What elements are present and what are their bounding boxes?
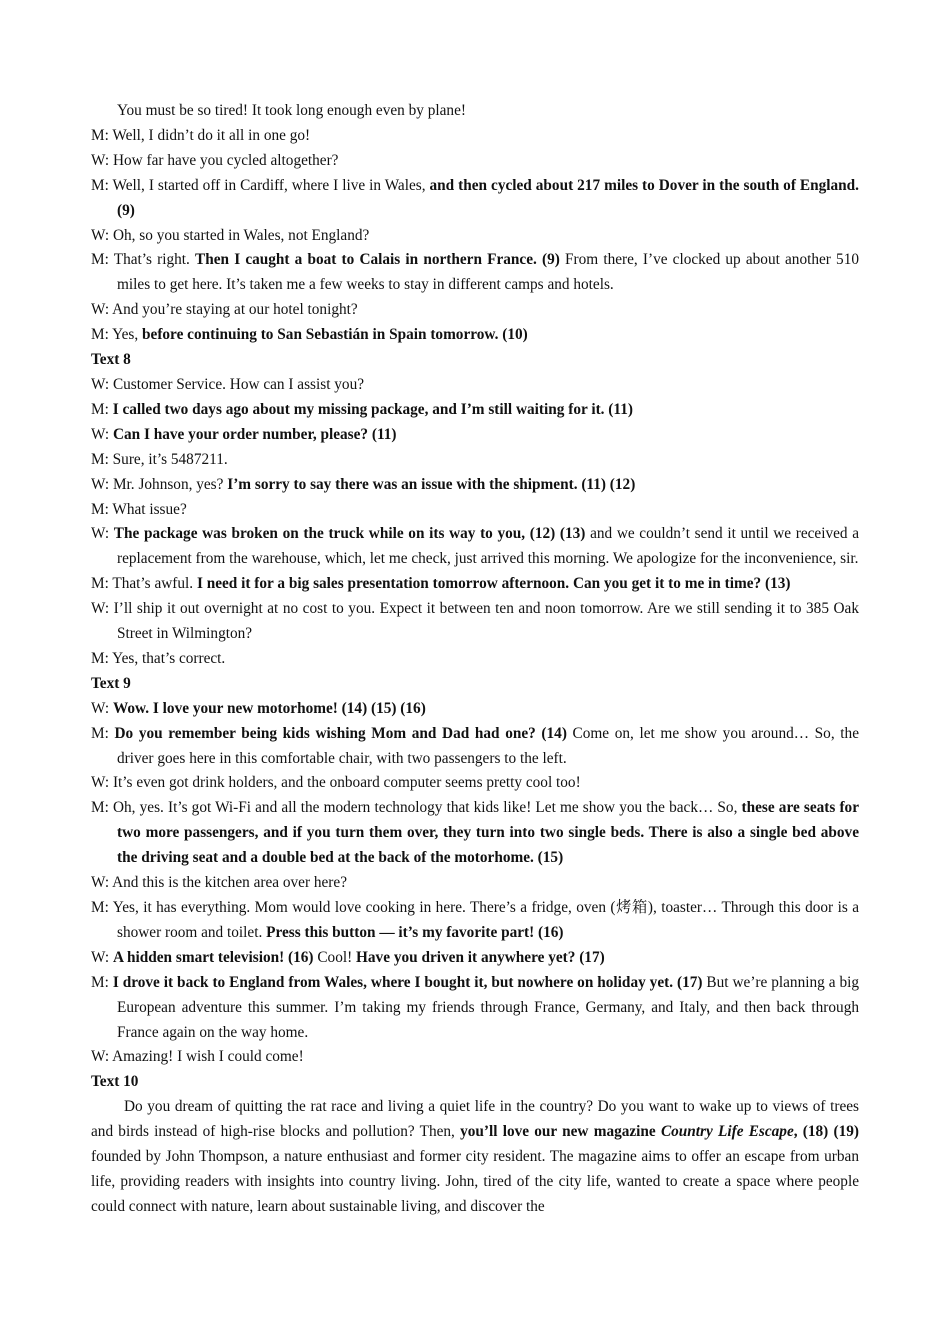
- dialogue-line: [91, 896, 859, 946]
- text-run: W: Customer Service. How can I assist you?: [91, 375, 365, 393]
- dialogue-line: [91, 323, 859, 348]
- dialogue-line: [91, 124, 859, 149]
- transcript-body: [91, 99, 859, 1220]
- text-run: You must be so tired! It took long enough even by plane!: [117, 102, 466, 119]
- text-run: W: How far have you cycled altogether?: [91, 151, 339, 169]
- dialogue-line: [91, 373, 859, 398]
- dialogue-line: [91, 248, 859, 298]
- dialogue-line: [91, 298, 859, 323]
- text-run: M: Well, I started off in Cardiff, where I live in Wales,: [91, 176, 430, 194]
- dialogue-line: [91, 498, 859, 523]
- bold-run: and then cycled about 217 miles to Dover in the south of England. (9): [117, 176, 859, 219]
- dialogue-line: [91, 174, 859, 224]
- text-run: W: And this is the kitchen area over here?: [91, 874, 347, 892]
- bold-run: I called two days ago about my missing package, and I’m still waiting for it. (11): [112, 400, 633, 418]
- dialogue-line: [91, 796, 859, 871]
- dialogue-line: [91, 224, 859, 249]
- bold-run: A hidden smart television! (16): [112, 948, 314, 966]
- dialogue-line: [91, 946, 859, 971]
- dialogue-line: [91, 149, 859, 174]
- bold-run: before continuing to San Sebastián in Spain tomorrow. (10): [142, 326, 528, 344]
- dialogue-line: [91, 522, 859, 572]
- text-run: W:: [91, 525, 114, 543]
- text-run: W: Oh, so you started in Wales, not England?: [91, 226, 370, 244]
- text-run: W: And you’re staying at our hotel tonight?: [91, 301, 358, 319]
- text-run: W: Amazing! I wish I could come!: [91, 1048, 304, 1066]
- dialogue-line-continued: [91, 99, 859, 124]
- text-run: W:: [91, 699, 113, 717]
- text-run: W: It’s even got drink holders, and the onboard computer seems pretty cool too!: [91, 774, 581, 792]
- text-run: M:: [91, 400, 113, 418]
- text-run: M: Well, I didn’t do it all in one go!: [91, 126, 311, 144]
- text-run: Do you dream of quitting the rat race and living a quiet life in the country? Do you want to wake up to views of trees and birds instead of high-rise blocks and pollution? Then,: [91, 1098, 859, 1141]
- text-run: M: Yes, that’s correct.: [91, 649, 226, 667]
- monologue-paragraph: [91, 1095, 859, 1220]
- dialogue-line: [91, 697, 859, 722]
- section-heading-text-10: Text 10: [91, 1073, 139, 1091]
- text-run: M: What issue?: [91, 500, 187, 518]
- section-heading-text-9: Text 9: [91, 674, 131, 692]
- bold-run: I drove it back to England from Wales, where I bought it, but nowhere on holiday yet. (17): [112, 973, 703, 991]
- bold-run: I’m sorry to say there was an issue with the shipment. (11) (12): [227, 475, 636, 493]
- dialogue-line: [91, 597, 859, 647]
- dialogue-line: [91, 473, 859, 498]
- text-run: W: Mr. Johnson, yes?: [91, 475, 228, 493]
- text-run: M: Yes,: [91, 326, 143, 344]
- bold-run: these are seats for two more passengers, and if you turn them over, they turn into two single beds. There is also a single bed above the driving seat and a double bed at the back of the motorhome. (15): [117, 799, 859, 867]
- bold-run: Can I have your order number, please? (11): [112, 425, 397, 443]
- text-run: W: I’ll ship it out overnight at no cost to you. Expect it between ten and noon tomorrow. Are we still sending it to 385 Oak Street in Wilmington?: [91, 600, 859, 643]
- text-run: M:: [91, 973, 113, 991]
- bold-run: Do you remember being kids wishing Mom and Dad had one? (14): [114, 724, 567, 742]
- text-run: M: Yes, it has everything. Mom would love cooking in here. There’s a fridge, oven (烤箱), toaster… Through this door is a shower room and toilet.: [91, 899, 859, 941]
- bold-run: Country Life Escape: [660, 1123, 794, 1141]
- text-run: M: That’s awful.: [91, 575, 197, 593]
- text-run: W:: [91, 948, 113, 966]
- bold-run: Wow. I love your new motorhome! (14) (15) (16): [112, 699, 426, 717]
- text-run: founded by John Thompson, a nature enthusiast and former city resident. The magazine aims to offer an escape from urban life, providing readers with insights into country living. John, tired of the city life, wanted to create a space where people could connect with nature, learn about sustainable living, and discover the: [91, 1148, 859, 1215]
- text-run: M:: [91, 724, 115, 742]
- text-run: M: Sure, it’s 5487211.: [91, 450, 228, 468]
- bold-run: Have you driven it anywhere yet? (17): [356, 948, 605, 966]
- text-run: and we couldn’t send it until we received a replacement from the warehouse, which, let me check, just arrived this morning. We apologize for the inconvenience, sir.: [117, 525, 859, 568]
- text-run: Come on, let me show you around… So, the driver goes here in this comfortable chair, with two passengers to the left.: [117, 724, 859, 767]
- text-run: From there, I’ve clocked up about another 510 miles to get here. It’s taken me a few weeks to stay in different camps and hotels.: [117, 251, 859, 294]
- dialogue-line: [91, 971, 859, 1046]
- bold-run: I need it for a big sales presentation tomorrow afternoon. Can you get it to me in time? (13): [196, 575, 791, 593]
- bold-run: The package was broken on the truck while on its way to you, (12) (13): [113, 525, 586, 543]
- dialogue-line: [91, 871, 859, 896]
- text-run: But we’re planning a big European adventure this summer. I’m taking my friends through France, Germany, and Italy, and then back through France again on the way home.: [117, 973, 860, 1041]
- bold-run: you’ll love our new magazine: [460, 1123, 661, 1141]
- bold-run: Then I caught a boat to Calais in northern France. (9): [195, 251, 560, 269]
- text-run: M: Oh, yes. It’s got Wi-Fi and all the modern technology that kids like! Let me show you the back… So,: [91, 799, 742, 817]
- section-heading-text-8: Text 8: [91, 351, 131, 369]
- dialogue-line: [91, 398, 859, 423]
- bold-run: Press this button — it’s my favorite part! (16): [266, 923, 564, 941]
- dialogue-line: [91, 448, 859, 473]
- bold-run: , (18) (19): [793, 1123, 859, 1141]
- dialogue-line: [91, 722, 859, 772]
- text-run: W:: [91, 425, 113, 443]
- dialogue-line: [91, 572, 859, 597]
- dialogue-line: [91, 1045, 859, 1070]
- dialogue-line: [91, 647, 859, 672]
- dialogue-line: [91, 423, 859, 448]
- text-run: M: That’s right.: [91, 251, 196, 269]
- dialogue-line: [91, 771, 859, 796]
- text-run: Cool!: [313, 948, 357, 966]
